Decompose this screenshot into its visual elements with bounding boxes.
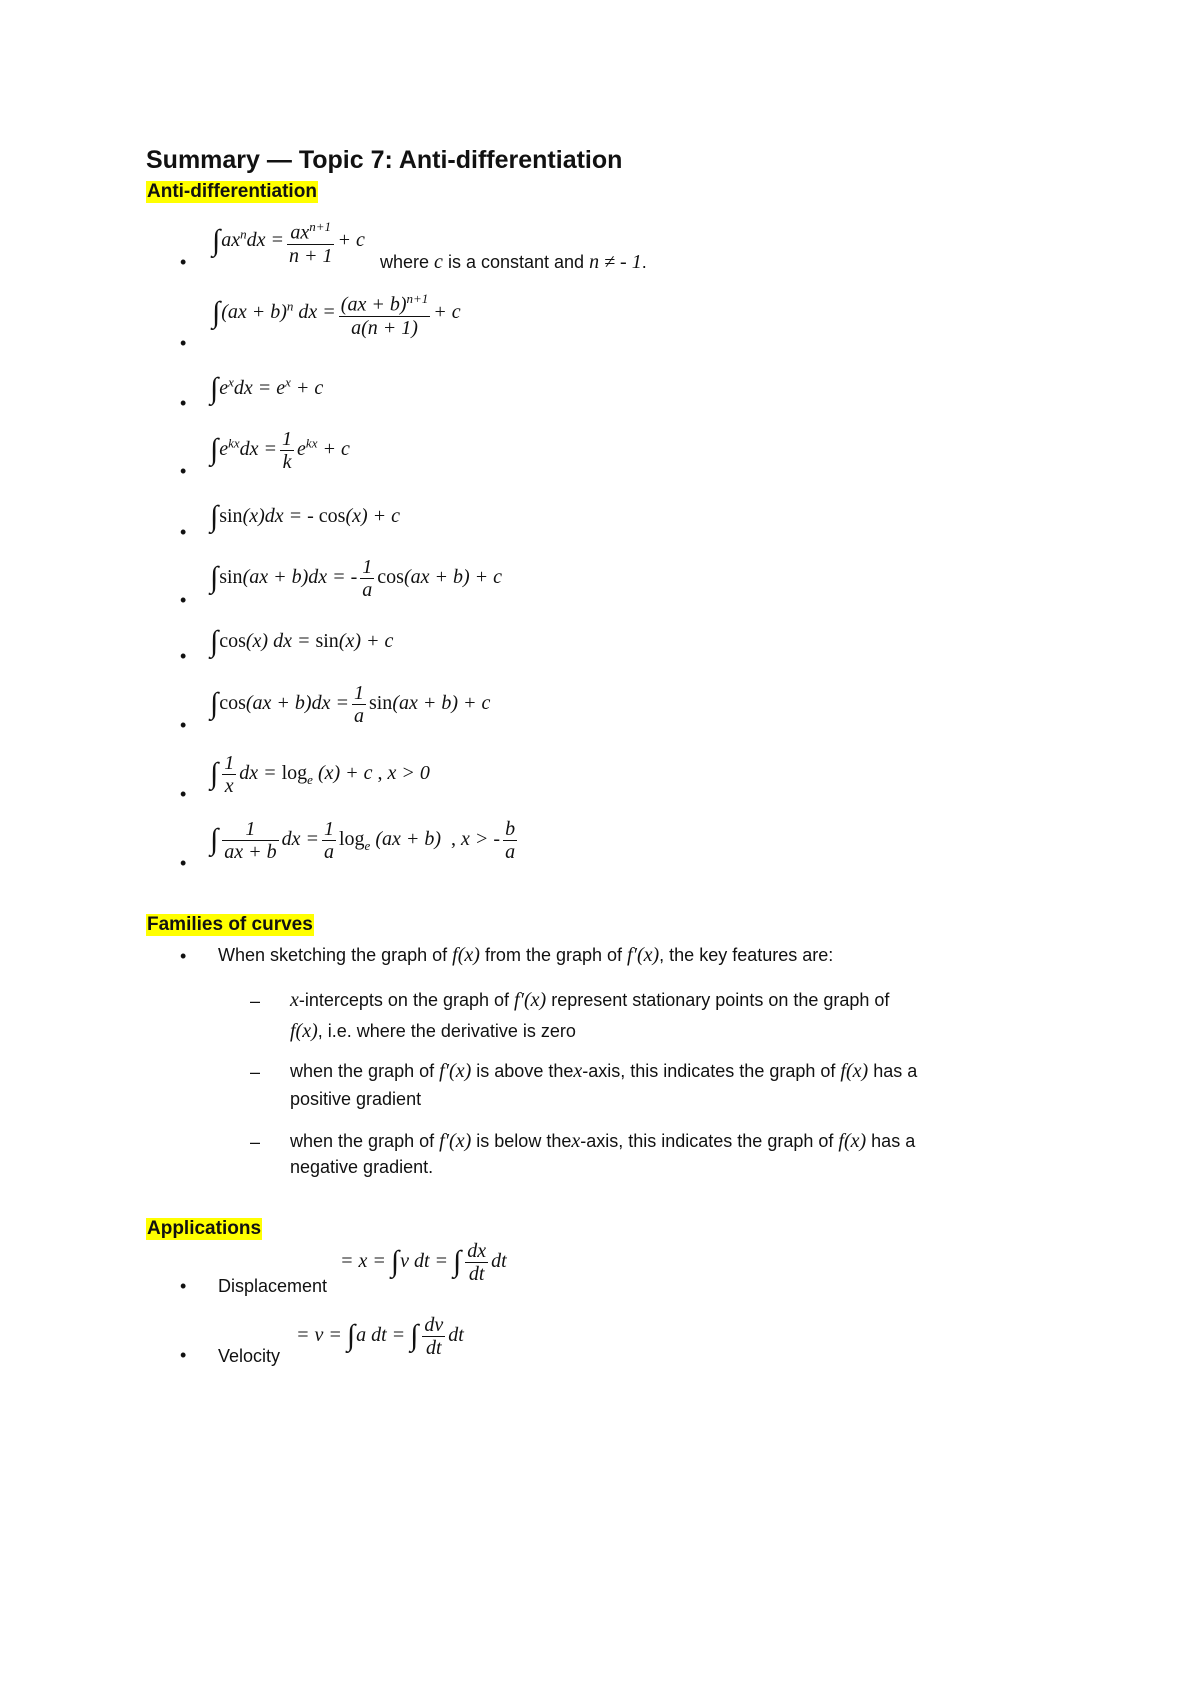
- displacement-label: Displacement: [218, 1276, 328, 1296]
- families-sub-2-line-1: when the graph of f′(x) is above thex-axis, this indicates the graph of f(x) has a: [290, 1060, 918, 1082]
- section-heading-anti-differentiation: Anti-differentiation: [147, 181, 317, 202]
- bullet: •: [180, 393, 187, 413]
- bullet: •: [180, 1276, 187, 1296]
- bullet: •: [180, 522, 187, 542]
- bullet: •: [180, 715, 187, 735]
- formula-cosine: ∫cos(x) dx = sin(x) + c: [210, 625, 394, 658]
- families-sub-3-line-1: when the graph of f′(x) is below thex-axis, this indicates the graph of f(x) has a: [290, 1130, 916, 1152]
- bullet: •: [180, 1345, 187, 1365]
- dash: –: [250, 991, 261, 1011]
- bullet: •: [180, 252, 187, 272]
- families-bullet-1: When sketching the graph of f(x) from the graph of f′(x), the key features are:: [218, 944, 834, 966]
- bullet: •: [180, 946, 187, 966]
- bullet: •: [180, 590, 187, 610]
- formula-sine-linear: ∫sin(ax + b)dx = - $\frac{1}{a}$ cos(ax + b) + c: [210, 556, 503, 601]
- formula-exponential: $\int e^xdx = e^x + c$: [210, 372, 324, 405]
- formula-velocity: = v = ∫a dt = ∫ $\frac{dv}{dt}$ dt: [296, 1314, 464, 1359]
- section-heading-applications: Applications: [147, 1218, 262, 1239]
- power-rule-condition: where c is a constant and n ≠ - 1.: [380, 251, 647, 273]
- families-sub-2-line-2: positive gradient: [290, 1089, 422, 1109]
- families-sub-1-line-2: f(x), i.e. where the derivative is zero: [290, 1020, 576, 1042]
- formula-reciprocal-linear: ∫ $\frac{1}{ax + b}$ dx = $\frac{1}{a}$ $\log_e (ax + b)$ , x > - $\frac{b}{a}$: [210, 818, 516, 863]
- bullet: •: [180, 784, 187, 804]
- bullet: •: [180, 853, 187, 873]
- families-sub-3-line-2: negative gradient.: [290, 1157, 434, 1177]
- bullet: •: [180, 646, 187, 666]
- families-sub-1-line-1: x-intercepts on the graph of f′(x) represent stationary points on the graph of: [290, 989, 890, 1011]
- velocity-label: Velocity: [218, 1346, 281, 1366]
- formula-power-rule: $\int ax^ndx$ = $\frac{ax^{n+1}}{n + 1}$ + c: [212, 216, 365, 267]
- dash: –: [250, 1062, 261, 1082]
- formula-reciprocal: ∫ $\frac{1}{x}$ dx = $\log_e (x) + c$ , x > 0: [210, 752, 430, 797]
- page-title: Summary — Topic 7: Anti-differentiation: [146, 146, 623, 174]
- section-heading-families-of-curves: Families of curves: [147, 914, 313, 935]
- dash: –: [250, 1132, 261, 1152]
- formula-linear-power-rule: ∫(ax + b)$^n$ dx = $\frac{(ax + b)^{n+1}}{a(n + 1)}$ + c: [212, 288, 461, 339]
- bullet: •: [180, 461, 187, 481]
- bullet: •: [180, 333, 187, 353]
- formula-sine: ∫sin(x)dx = - cos(x) + c: [210, 500, 401, 533]
- formula-cosine-linear: ∫cos(ax + b)dx = $\frac{1}{a}$ sin(ax + b) + c: [210, 682, 491, 727]
- formula-exponential-kx: $\int e^{kx}dx$ = $\frac{1}{k}$ $e^{kx} + c$: [210, 428, 350, 473]
- formula-displacement: = x = ∫v dt = ∫ $\frac{dx}{dt}$ dt: [340, 1240, 507, 1285]
